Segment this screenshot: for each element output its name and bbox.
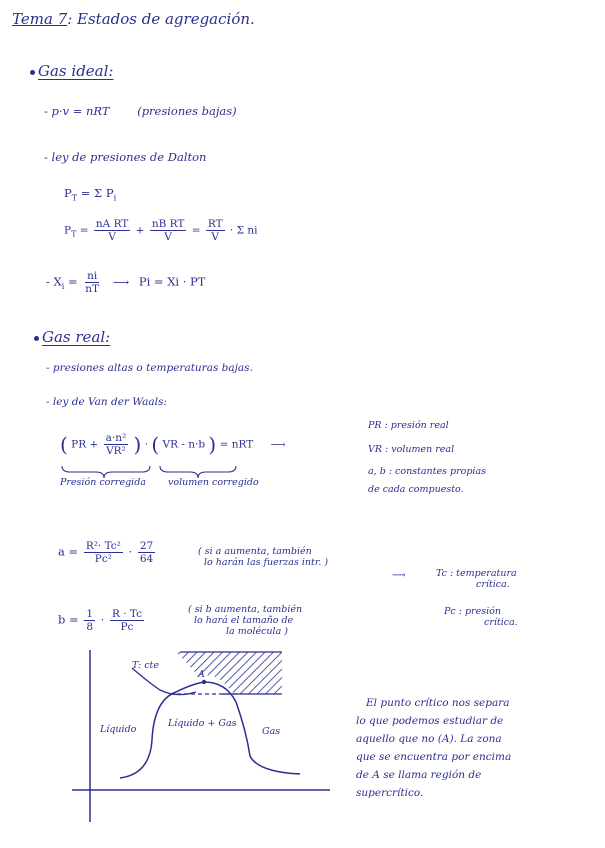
vdw-equation: ( PR + $\frac{\text{a·n²}}{\text{VR²}}$ ) · ( VR - n·b ) = nRT ⟶ <box>60 432 286 458</box>
mole-fraction-equation: - $X_i$ = $\frac{ni}{nT}$ ⟶ Pi = Xi · PT <box>46 270 206 296</box>
partial-pressure-equation: $P_T$ = $\frac{\text{nA RT}}{V}$ + $\frac{\text{nB RT}}{V}$ = $\frac{RT}{V}$ · Σ ni <box>64 218 258 244</box>
legend-constants-cont: de cada compuesto. <box>368 484 464 495</box>
arrow-right-icon: ⟶ <box>270 438 286 451</box>
critical-point-label: A <box>198 669 205 680</box>
legend-real-volume: VR : volumen real <box>368 444 455 455</box>
real-gas-conditions: - presiones altas o temperaturas bajas. <box>46 362 253 374</box>
gas-region-label: Gas <box>262 726 281 737</box>
title-rest: : Estados de agregación. <box>67 10 255 28</box>
critical-point-note: El punto crítico nos separa lo que podemos estudiar de aquello que no (A). La zona que se encuentra por encima de A se llama región de supercrítico. <box>356 697 512 799</box>
arrow-right-icon: ⟶ <box>392 570 406 581</box>
gas-ideal-heading: Gas ideal: <box>30 62 113 80</box>
arrow-right-icon: ⟶ <box>112 274 130 289</box>
dalton-law: - ley de presiones de Dalton <box>44 150 207 164</box>
legend-real-pressure: PR : presión real <box>368 420 449 431</box>
constant-a-equation: a = $\frac{\text{R²· Tc²}}{\text{Pc²}}$ · $\frac{27}{64}$ <box>58 540 154 566</box>
mixture-region-label: Líquido + Gas <box>168 718 237 729</box>
legend-constants: a, b : constantes propias <box>368 466 486 477</box>
tc-label: Tc : temperatura crítica. <box>436 568 517 590</box>
volume-corrected-label: volumen corregido <box>168 477 259 488</box>
pc-label: Pc : presión crítica. <box>444 606 518 628</box>
tema-label: Tema 7 <box>12 10 68 28</box>
liquid-region-label: Líquido <box>100 724 137 735</box>
van-der-waals-law: - ley de Van der Waals: <box>46 396 167 408</box>
constant-b-note: ( si b aumenta, también lo hará el tamaño de la molécula ) <box>188 604 303 637</box>
constant-a-note: ( si a aumenta, también lo harán las fuerzas intr. ) <box>198 546 329 568</box>
ideal-gas-equation: - p·v = nRT (presiones bajas) <box>44 104 237 118</box>
isotherm-label: T: cte <box>132 660 159 671</box>
pressure-corrected-label: Presión corregida <box>60 477 146 488</box>
gas-real-heading: Gas real: <box>34 328 110 346</box>
constant-b-equation: b = $\frac{1}{8}$ · $\frac{R \cdot Tc}{Pc}$ <box>58 608 142 634</box>
pt-sum-equation: $P_T = \Sigma$ $P_i$ <box>64 186 117 203</box>
